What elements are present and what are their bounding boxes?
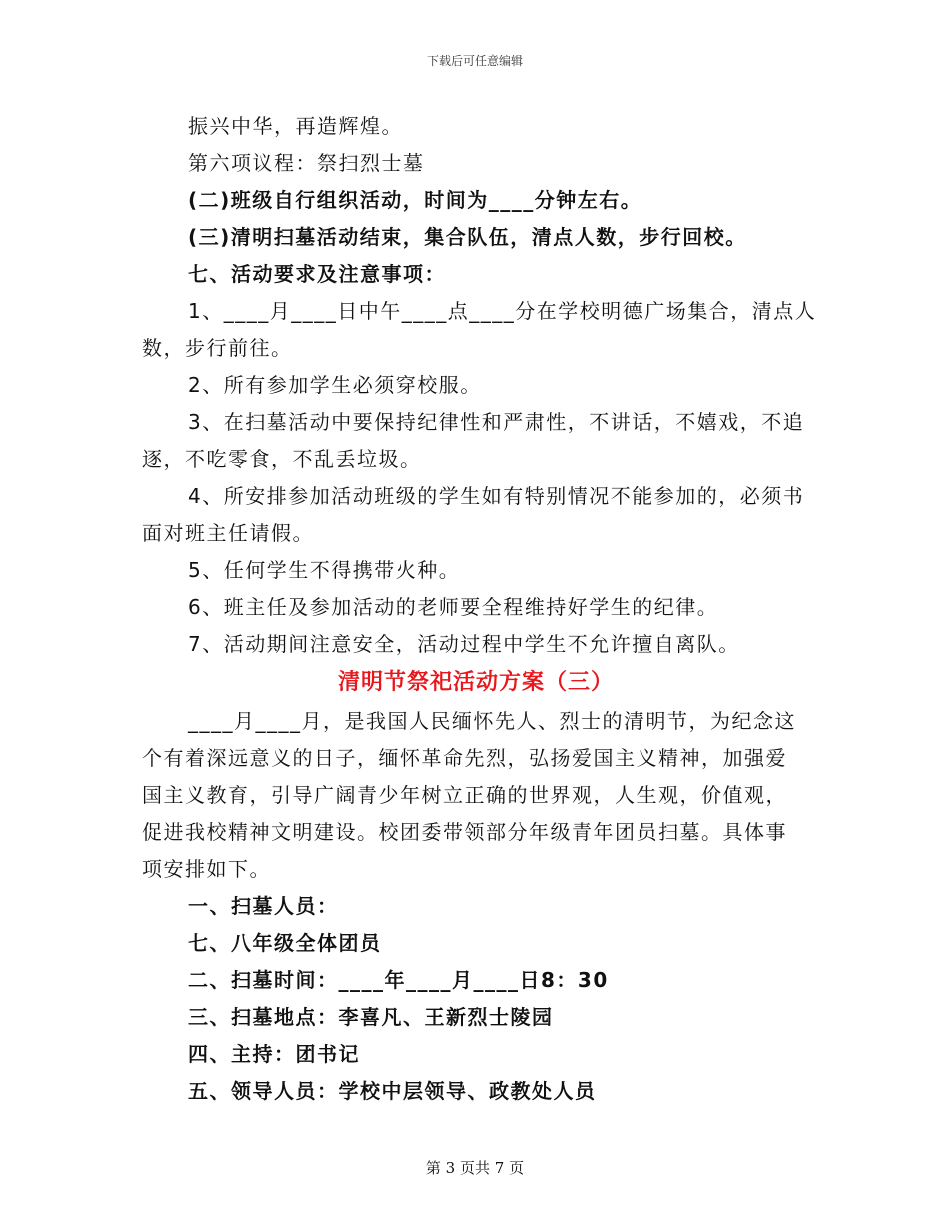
heading-time: 二、扫墓时间：____年____月____日8：30	[188, 968, 609, 992]
agenda-item-six: 第六项议程：祭扫烈士墓	[188, 151, 425, 175]
activity-end: (三)清明扫墓活动结束，集合队伍，清点人数，步行回校。	[188, 225, 747, 249]
section-title: 清明节祭祀活动方案（三）	[337, 670, 614, 695]
intro-line-3: 国主义教育，引导广阔青少年树立正确的世界观，人生观，价值观，	[142, 783, 787, 807]
paragraph-closing: 振兴中华，再造辉煌。	[188, 114, 403, 138]
intro-line-5: 项安排如下。	[142, 857, 271, 881]
page-header: 下载后可任意编辑	[426, 54, 523, 68]
requirement-4-cont: 面对班主任请假。	[142, 521, 314, 545]
heading-participants: 一、扫墓人员：	[188, 894, 339, 918]
heading-leaders: 五、领导人员：学校中层领导、政教处人员	[188, 1079, 597, 1103]
intro-line-4: 促进我校精神文明建设。校团委带领部分年级青年团员扫墓。具体事	[142, 820, 787, 844]
activity-class: (二)班级自行组织活动，时间为____分钟左右。	[188, 188, 643, 212]
participants-value: 七、八年级全体团员	[188, 931, 382, 955]
document-body	[142, 108, 817, 1110]
requirement-5: 5、任何学生不得携带火种。	[188, 558, 461, 582]
requirement-2: 2、所有参加学生必须穿校服。	[188, 373, 482, 397]
requirement-1: 1、____月____日中午____点____分在学校明德广场集合，清点人	[188, 299, 817, 323]
intro-line-1: ____月____月，是我国人民缅怀先人、烈士的清明节，为纪念这	[188, 709, 796, 733]
section-heading-requirements: 七、活动要求及注意事项：	[188, 262, 446, 286]
requirement-1-cont: 数，步行前往。	[142, 336, 293, 360]
heading-location: 三、扫墓地点：李喜凡、王新烈士陵园	[188, 1005, 554, 1029]
requirement-3-cont: 逐，不吃零食，不乱丢垃圾。	[142, 447, 422, 471]
requirement-6: 6、班主任及参加活动的老师要全程维持好学生的纪律。	[188, 595, 719, 619]
requirement-7: 7、活动期间注意安全，活动过程中学生不允许擅自离队。	[188, 632, 740, 656]
requirement-3: 3、在扫墓活动中要保持纪律性和严肃性，不讲话，不嬉戏，不追	[188, 410, 805, 434]
heading-host: 四、主持：团书记	[188, 1042, 360, 1066]
requirement-4: 4、所安排参加活动班级的学生如有特别情况不能参加的，必须书	[188, 484, 805, 508]
intro-line-2: 个有着深远意义的日子，缅怀革命先烈，弘扬爱国主义精神，加强爱	[142, 746, 787, 770]
page-footer: 第 3 页共 7 页	[425, 1159, 525, 1177]
